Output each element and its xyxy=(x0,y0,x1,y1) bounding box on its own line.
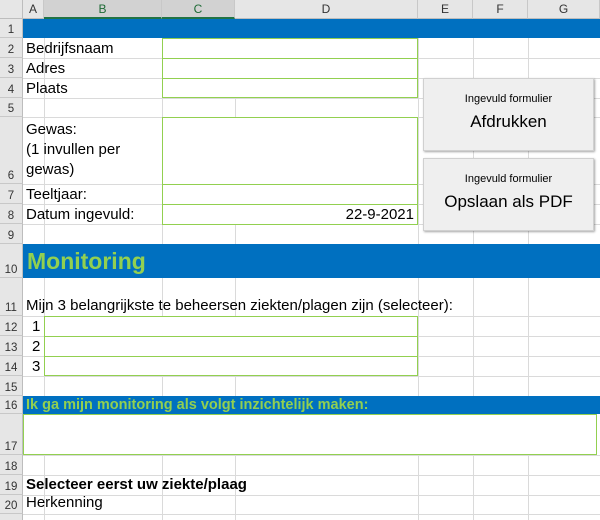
date-value: 22-9-2021 xyxy=(345,206,414,223)
row-header-16[interactable]: 16 xyxy=(0,396,23,414)
row-header-2[interactable]: 2 xyxy=(0,38,23,58)
gridline xyxy=(23,376,600,377)
address-label: Adres xyxy=(26,60,66,77)
header-band xyxy=(23,19,600,38)
crop-label-line3: gewas) xyxy=(26,161,75,178)
row-header-4[interactable]: 4 xyxy=(0,78,23,98)
print-button-label: Afdrukken xyxy=(470,112,547,131)
city-input[interactable] xyxy=(162,78,418,98)
row-header-overflow xyxy=(0,514,23,520)
row-header-15[interactable]: 15 xyxy=(0,376,23,396)
monitoring-title: Monitoring xyxy=(27,248,146,274)
print-button[interactable] xyxy=(423,78,594,151)
item-number-1: 1 xyxy=(32,318,41,335)
section-heading: Ik ga mijn monitoring als volgt inzichtelijk maken: xyxy=(26,397,369,413)
row-header-13[interactable]: 13 xyxy=(0,336,23,356)
crop-input[interactable] xyxy=(162,117,418,185)
select-prompt: Selecteer eerst uw ziekte/plaag xyxy=(26,476,247,493)
gridline xyxy=(23,455,600,456)
row-header-17[interactable]: 17 xyxy=(0,414,23,455)
row-header-9[interactable]: 9 xyxy=(0,224,23,244)
item-number-3: 3 xyxy=(32,358,41,375)
column-header-b[interactable]: B xyxy=(44,0,162,19)
row-header-20[interactable]: 20 xyxy=(0,495,23,514)
gridline xyxy=(23,514,600,515)
pest-select-2[interactable] xyxy=(44,336,418,357)
item-number-2: 2 xyxy=(32,338,41,355)
column-header-f[interactable]: F xyxy=(473,0,528,19)
year-input[interactable] xyxy=(162,184,418,205)
row-header-11[interactable]: 11 xyxy=(0,278,23,316)
pest-select-1[interactable] xyxy=(44,316,418,337)
row-header-12[interactable]: 12 xyxy=(0,316,23,336)
column-header-c[interactable]: C xyxy=(162,0,235,19)
row-header-8[interactable]: 8 xyxy=(0,204,23,224)
company-label: Bedrijfsnaam xyxy=(26,40,114,57)
company-input[interactable] xyxy=(162,38,418,59)
crop-label-line2: (1 invullen per xyxy=(26,141,121,158)
year-label: Teeltjaar: xyxy=(26,186,87,203)
row-header-19[interactable]: 19 xyxy=(0,475,23,495)
row-header-10[interactable]: 10 xyxy=(0,244,23,278)
monitoring-question: Mijn 3 belangrijkste te beheersen ziekten/plagen zijn (selecteer): xyxy=(26,297,453,314)
save-pdf-button-label: Opslaan als PDF xyxy=(444,192,573,211)
row-header-3[interactable]: 3 xyxy=(0,58,23,78)
city-label: Plaats xyxy=(26,80,68,97)
monitoring-method-input[interactable] xyxy=(23,414,597,455)
gridline xyxy=(23,495,600,496)
crop-label-line1: Gewas: xyxy=(26,121,77,138)
row-header-5[interactable]: 5 xyxy=(0,98,23,117)
address-input[interactable] xyxy=(162,58,418,79)
column-header-e[interactable]: E xyxy=(418,0,473,19)
pest-select-3[interactable] xyxy=(44,356,418,376)
row-header-1[interactable]: 1 xyxy=(0,19,23,38)
print-button-subtitle: Ingevuld formulier xyxy=(464,93,553,105)
save-pdf-button-subtitle: Ingevuld formulier xyxy=(464,173,553,185)
column-header-a[interactable]: A xyxy=(23,0,44,19)
row-header-7[interactable]: 7 xyxy=(0,184,23,204)
column-header-d[interactable]: D xyxy=(235,0,418,19)
row-header-6[interactable]: 6 xyxy=(0,117,23,184)
row-header-18[interactable]: 18 xyxy=(0,455,23,475)
crop-label xyxy=(26,120,120,180)
date-label: Datum ingevuld: xyxy=(26,206,135,223)
column-header-g[interactable]: G xyxy=(528,0,600,19)
save-pdf-button[interactable] xyxy=(423,158,594,231)
recognition-label: Herkenning xyxy=(26,494,103,511)
select-all-corner[interactable] xyxy=(0,0,23,19)
row-header-14[interactable]: 14 xyxy=(0,356,23,376)
